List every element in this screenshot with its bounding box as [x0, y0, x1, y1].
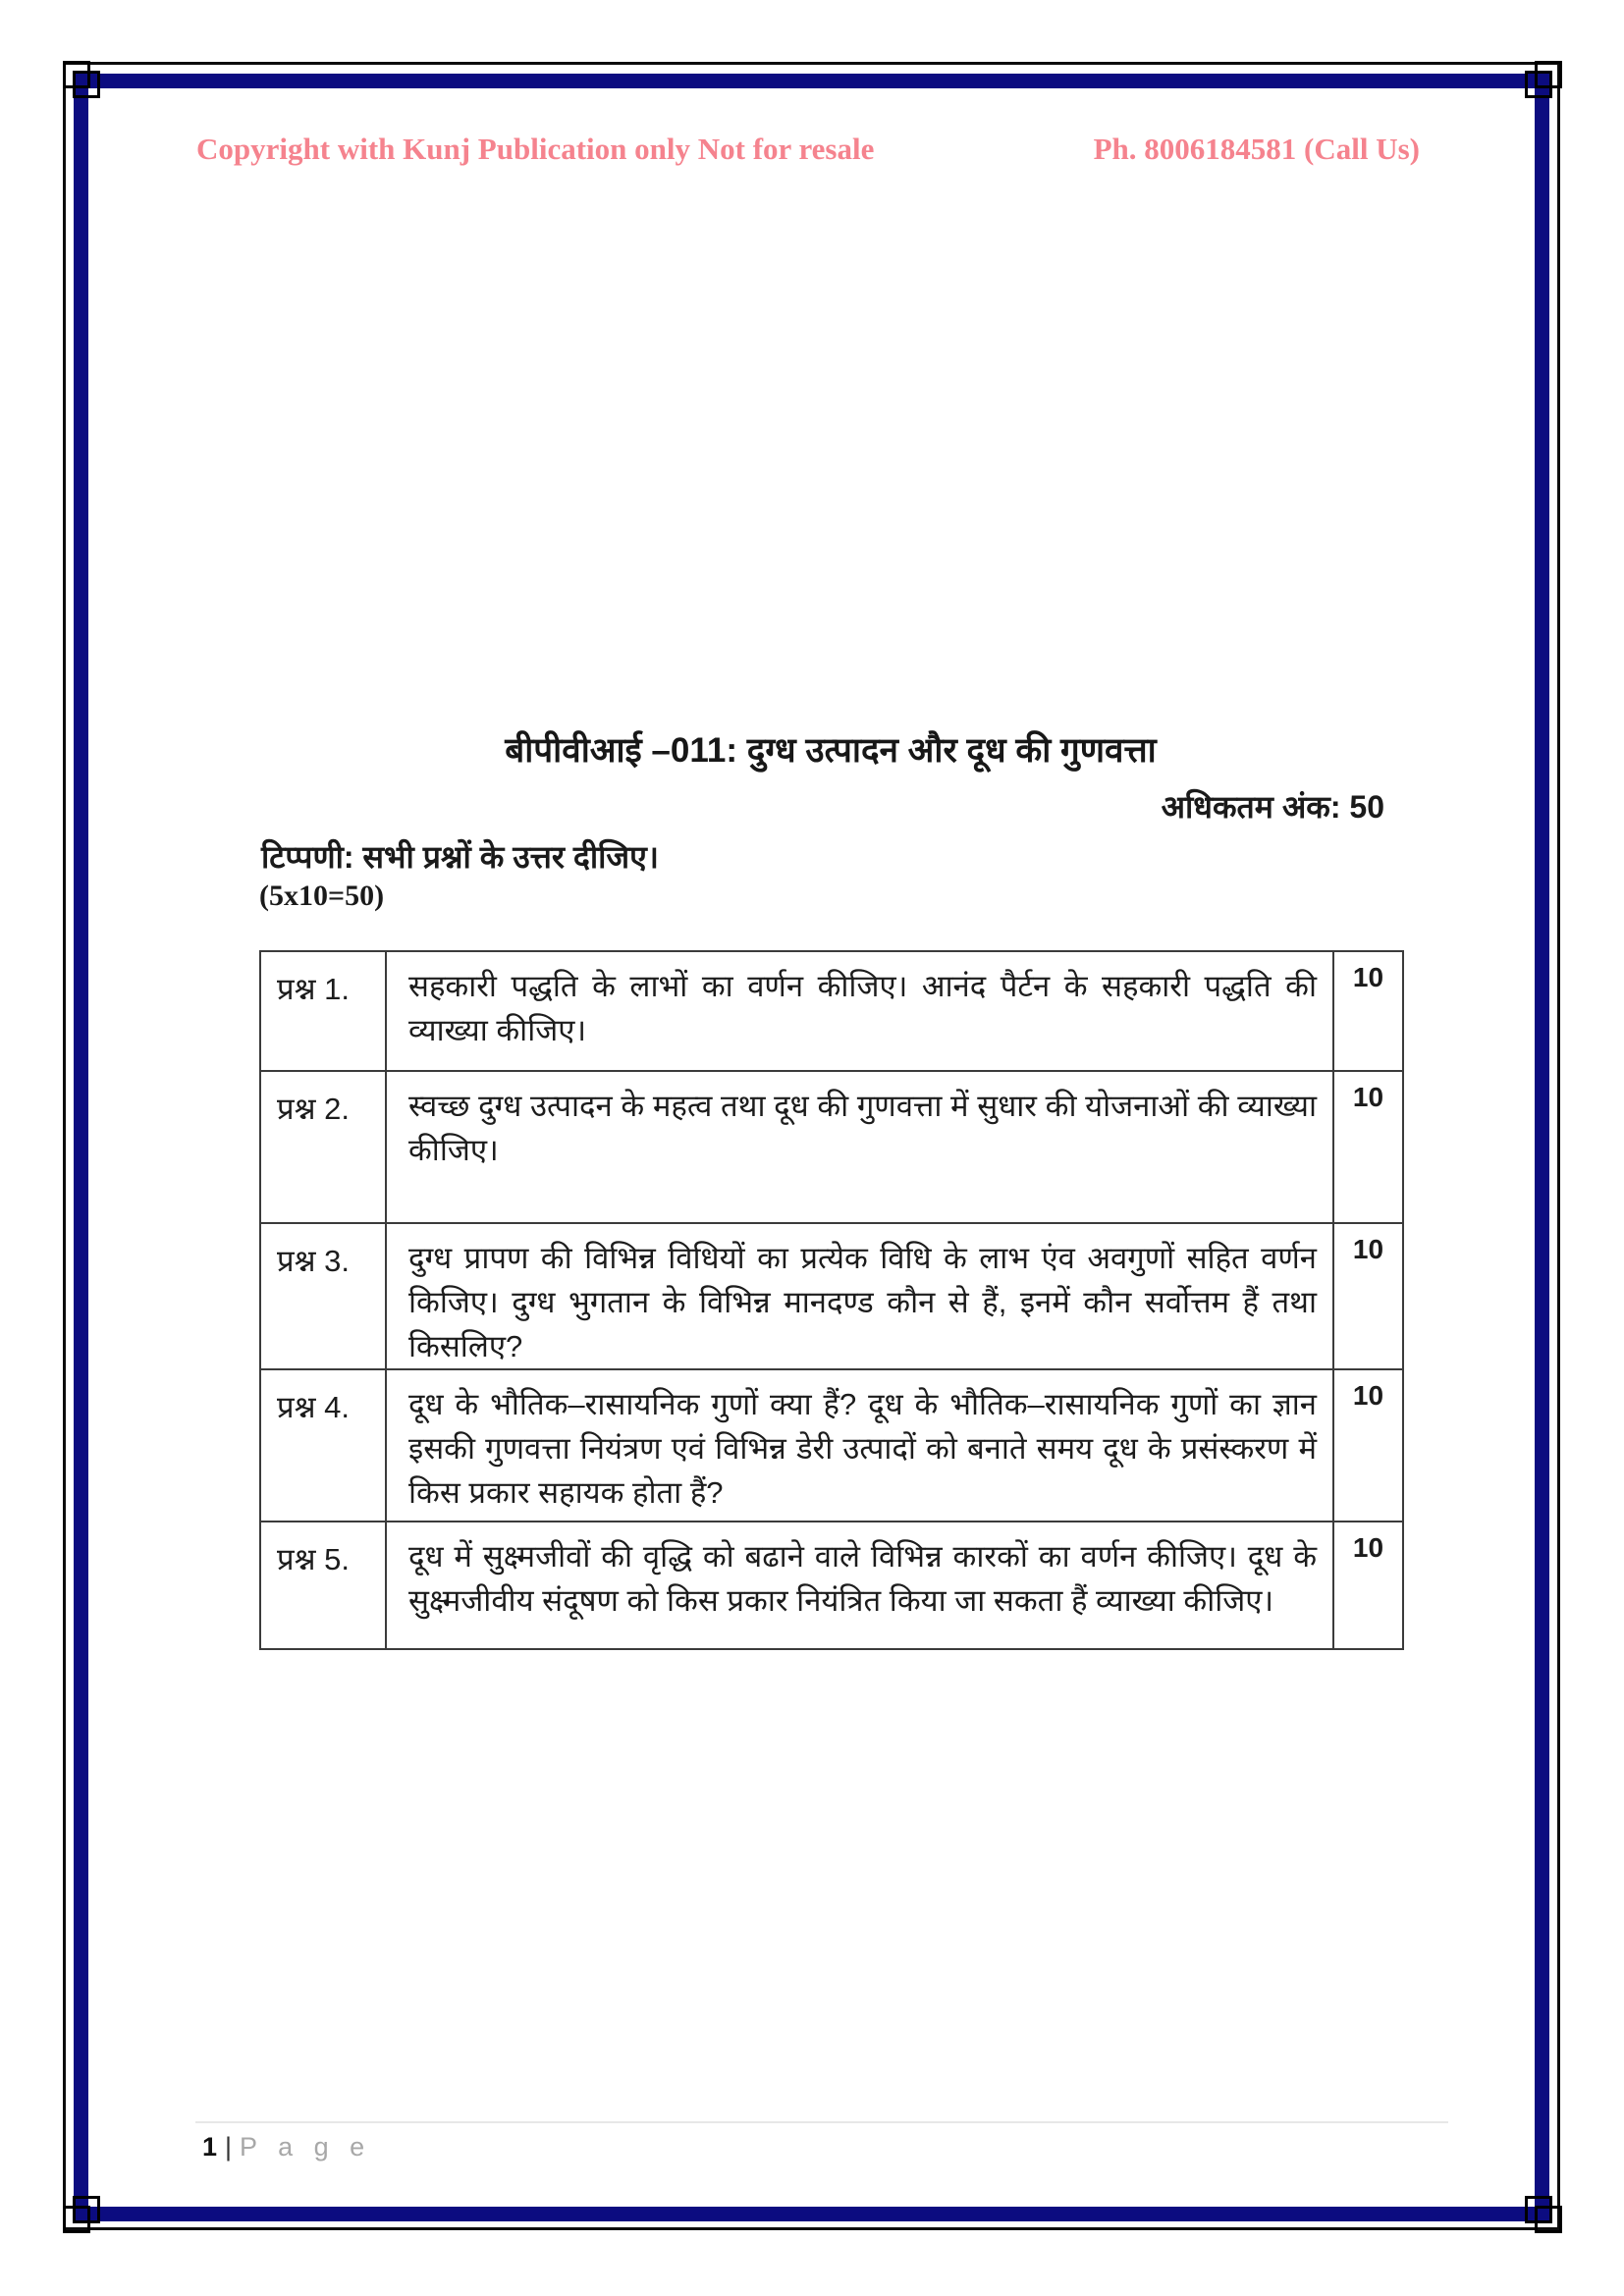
page-number: 1: [202, 2132, 220, 2162]
question-label: प्रश्न 3.: [260, 1223, 386, 1369]
question-text: दूध में सुक्ष्मजीवों की वृद्धि को बढाने वाले विभिन्न कारकों का वर्णन कीजिए। दूध के सुक्ष्मजीवीय संदूषण को किस प्रकार नियंत्रित किया जा सकता हैं व्याख्या कीजिए।: [386, 1522, 1333, 1649]
question-text: स्वच्छ दुग्ध उत्पादन के महत्व तथा दूध की गुणवत्ता में सुधार की योजनाओं की व्याख्या कीजिए।: [386, 1071, 1333, 1223]
corner-ornament-bottom-left: [63, 2190, 106, 2233]
question-text: दुग्ध प्रापण की विभिन्न विधियों का प्रत्येक विधि के लाभ एंव अवगुणों सहित वर्णन किजिए। दुग्ध भुगतान के विभिन्न मानदण्ड कौन से हैं, इनमें कौन सर्वोत्तम हैं तथा किसलिए?: [386, 1223, 1333, 1369]
max-marks-text: अधिकतम अंक: 50: [1161, 789, 1384, 825]
question-label: प्रश्न 2.: [260, 1071, 386, 1223]
question-marks: 10: [1333, 1071, 1403, 1223]
corner-ornament-top-left: [63, 61, 106, 104]
questions-table: [259, 950, 1404, 1650]
corner-square-icon: [73, 2196, 100, 2223]
question-row: [260, 1522, 1403, 1649]
copyright-text: Copyright with Kunj Publication only Not for resale: [196, 132, 875, 166]
footer-divider: [195, 2121, 1448, 2123]
question-marks: 10: [1333, 1369, 1403, 1522]
corner-ornament-top-right: [1519, 61, 1562, 104]
corner-square-icon: [73, 71, 100, 98]
page-footer: [202, 2132, 371, 2163]
instructions-note: टिप्पणी: सभी प्रश्नों के उत्तर दीजिए।: [261, 839, 659, 875]
corner-ornament-bottom-right: [1519, 2190, 1562, 2233]
question-row: [260, 951, 1403, 1071]
question-label: प्रश्न 5.: [260, 1522, 386, 1649]
corner-square-icon: [1525, 71, 1552, 98]
marks-scheme-text: (5x10=50): [259, 880, 385, 912]
question-text: दूध के भौतिक–रासायनिक गुणों क्या हैं? दूध के भौतिक–रासायनिक गुणों का ज्ञान इसकी गुणवत्ता नियंत्रण एवं विभिन्न डेरी उत्पादों को बनाते समय दूध के प्रसंस्करण में किस प्रकार सहायक होता हैं?: [386, 1369, 1333, 1522]
question-row: [260, 1223, 1403, 1369]
question-label: प्रश्न 4.: [260, 1369, 386, 1522]
footer-separator: |: [225, 2132, 235, 2162]
question-marks: 10: [1333, 951, 1403, 1071]
page-title: बीपीवीआई –011: दुग्ध उत्पादन और दूध की गुणवत्ता: [505, 731, 1157, 770]
phone-text: Ph. 8006184581 (Call Us): [1093, 132, 1420, 166]
copyright-header: [196, 132, 1420, 167]
question-marks: 10: [1333, 1522, 1403, 1649]
corner-square-icon: [1525, 2196, 1552, 2223]
page-label: P a g e: [240, 2132, 372, 2162]
question-marks: 10: [1333, 1223, 1403, 1369]
question-row: [260, 1369, 1403, 1522]
question-label: प्रश्न 1.: [260, 951, 386, 1071]
question-row: [260, 1071, 1403, 1223]
question-text: सहकारी पद्धति के लाभों का वर्णन कीजिए। आनंद पैर्टन के सहकारी पद्धति की व्याख्या कीजिए।: [386, 951, 1333, 1071]
